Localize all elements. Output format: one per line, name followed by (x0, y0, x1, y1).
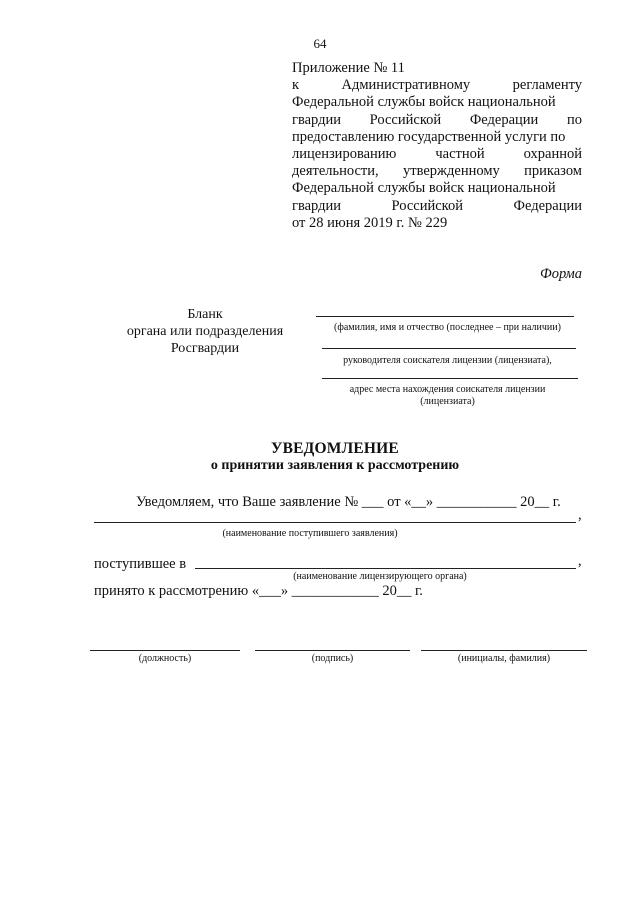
appendix-word: предоставлению государственной услуги по (292, 128, 566, 145)
appendix-word: охранной (523, 146, 582, 163)
comma: , (578, 553, 582, 569)
appendix-word: Приложение № 11 (292, 60, 405, 76)
initials-line[interactable] (421, 650, 587, 651)
page-number: 64 (313, 36, 327, 51)
recipient-head-line[interactable] (322, 348, 576, 349)
appendix-word: гвардии (292, 197, 341, 214)
appendix-line (292, 112, 582, 129)
appendix-word: утвержденному (403, 163, 500, 180)
initials-caption: (инициалы, фамилия) (457, 653, 551, 664)
form-label: Форма (540, 266, 582, 282)
statement-name-line[interactable] (94, 522, 576, 523)
statement-sentence: Уведомляем, что Ваше заявление № ___ от «__» ___________ 20__ г. (136, 494, 561, 510)
appendix-word: частной (435, 146, 485, 163)
appendix-word: от 28 июня 2019 г. № 229 (292, 214, 448, 231)
appendix-line (292, 180, 582, 197)
licensing-body-caption: (наименование лицензирующего органа) (293, 571, 467, 582)
accepted-sentence: принято к рассмотрению «___» ____________ 20__ г. (94, 583, 423, 599)
signature-caption: (подпись) (311, 653, 354, 664)
statement-name-caption: (наименование поступившего заявления) (222, 528, 398, 539)
appendix-word: деятельности, (292, 163, 379, 180)
position-caption: (должность) (138, 653, 192, 664)
appendix-line (292, 163, 582, 180)
recipient-fio-line[interactable] (316, 316, 574, 317)
appendix-word: Российской (391, 197, 463, 214)
recipient-address-caption: адрес места нахождения соискателя лицензии (349, 384, 546, 395)
recipient-head-caption: руководителя соискателя лицензии (лицензиата), (343, 355, 552, 366)
letterhead-line: Бланк (187, 307, 223, 322)
appendix-line (292, 94, 582, 111)
appendix-word: Российской (369, 111, 442, 128)
recipient-fio-caption: (фамилия, имя и отчество (последнее – при наличии) (334, 322, 561, 333)
appendix-word: регламенту (512, 77, 582, 94)
appendix-line (292, 129, 582, 146)
appendix-word: Административному (341, 77, 471, 94)
appendix-word: Федеральной службы войск национальной (292, 180, 556, 197)
appendix-line (292, 60, 582, 77)
appendix-line (292, 215, 582, 232)
letterhead-placeholder (100, 306, 310, 357)
recipient-address-caption: (лицензиата) (420, 396, 475, 407)
appendix-word: по (566, 111, 582, 128)
document-subtitle: о принятии заявления к рассмотрению (210, 458, 460, 473)
appendix-word: к (292, 77, 300, 94)
appendix-block (292, 60, 582, 232)
document-title: УВЕДОМЛЕНИЕ (271, 440, 399, 457)
appendix-line (292, 77, 582, 94)
appendix-line (292, 198, 582, 215)
recipient-address-line[interactable] (322, 378, 578, 379)
appendix-word: Федеральной службы войск национальной (292, 94, 556, 111)
letterhead-line: Росгвардии (170, 341, 240, 356)
position-line[interactable] (90, 650, 240, 651)
letterhead-line: органа или подразделения (126, 324, 284, 339)
appendix-word: Федерации (513, 197, 582, 214)
appendix-word: Федерации (469, 111, 539, 128)
appendix-word: гвардии (292, 111, 341, 128)
received-label: поступившее в (94, 556, 187, 572)
appendix-line (292, 146, 582, 163)
appendix-word: лицензированию (292, 146, 397, 163)
appendix-word: приказом (524, 163, 582, 180)
licensing-body-line[interactable] (195, 568, 576, 569)
comma: , (578, 507, 582, 523)
signature-line[interactable] (255, 650, 410, 651)
